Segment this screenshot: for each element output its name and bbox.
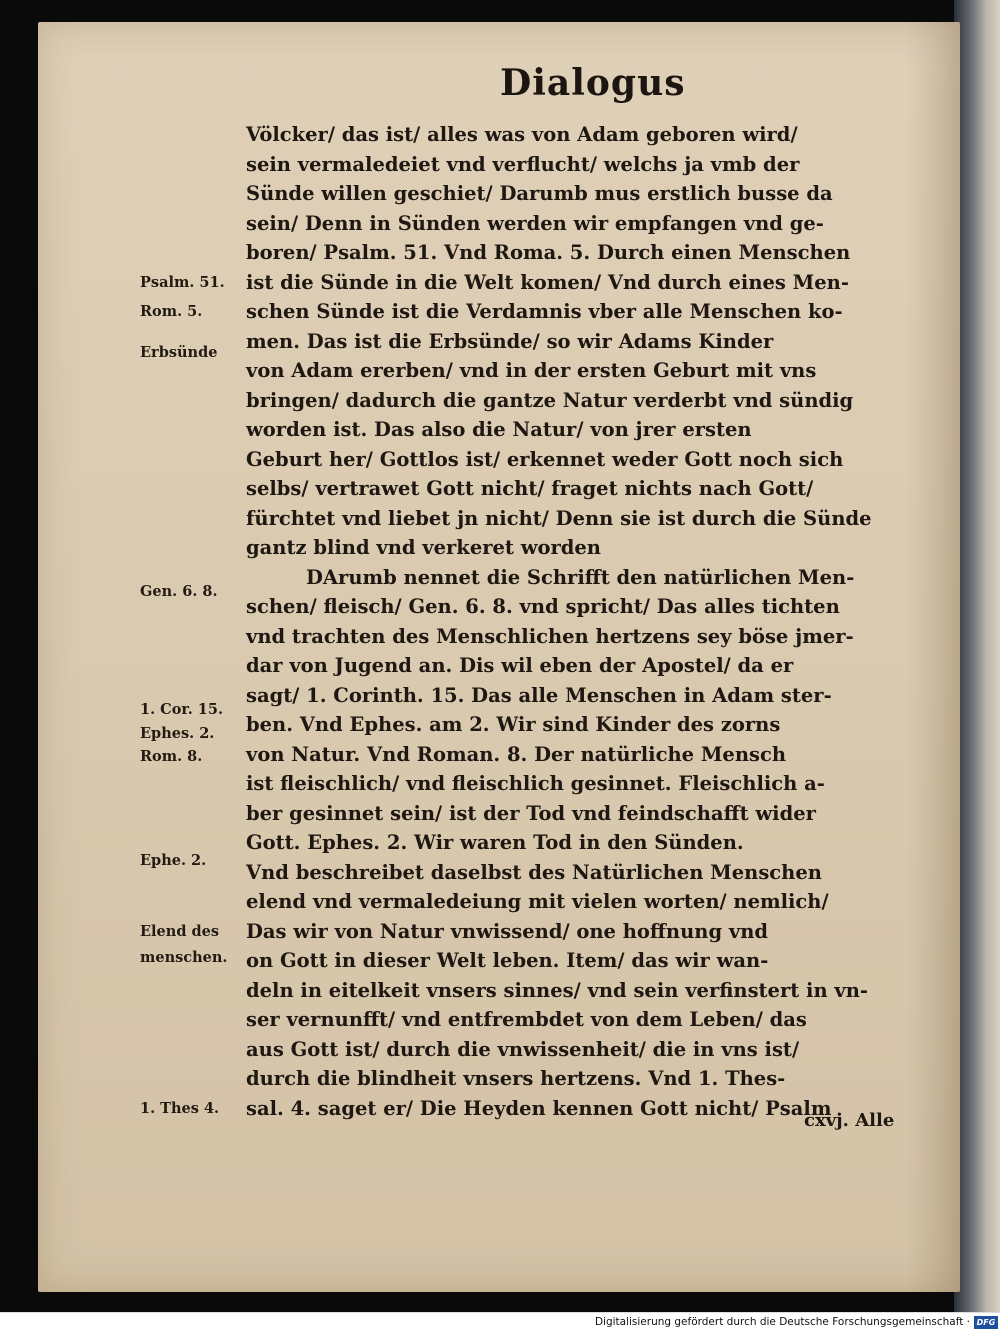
margin-note: Elend des	[140, 922, 220, 940]
book-edge	[954, 0, 1000, 1312]
text-line: von Natur. Vnd Roman. 8. Der natürliche Mensch	[246, 742, 787, 766]
margin-note: menschen.	[140, 949, 228, 967]
text-line: on Gott in dieser Welt leben. Item/ das wir wan-	[246, 949, 769, 972]
text-line: gantz blind vnd verkeret worden	[246, 536, 601, 559]
text-line: durch die blindheit vnsers hertzens. Vnd 1. Thes-	[246, 1067, 786, 1090]
margin-note: Rom. 8.	[140, 748, 203, 766]
text-line: ben. Vnd Ephes. am 2. Wir sind Kinder des zorns	[246, 713, 781, 736]
body-text	[246, 120, 886, 1123]
text-line: sagt/ 1. Corinth. 15. Das alle Menschen in Adam ster-	[246, 683, 832, 707]
margin-note: Erbsünde	[140, 344, 218, 362]
margin-note: Psalm. 51.	[140, 273, 225, 291]
text-line: men. Das ist die Erbsünde/ so wir Adams Kinder	[246, 329, 774, 353]
text-line: fürchtet vnd liebet jn nicht/ Denn sie ist durch die Sünde	[246, 506, 872, 530]
text-line: ber gesinnet sein/ ist der Tod vnd feindschafft wider	[246, 801, 816, 825]
text-line: DArumb nennet die Schrifft den natürlichen Men-	[306, 565, 855, 589]
text-line: Völcker/ das ist/ alles was von Adam geboren wird/	[246, 123, 798, 146]
footer-bar	[0, 1312, 1000, 1334]
text-line: ist die Sünde in die Welt komen/ Vnd durch eines Men-	[246, 270, 849, 294]
text-line: schen/ fleisch/ Gen. 6. 8. vnd spricht/ Das alles tichten	[246, 595, 840, 618]
margin-note: Gen. 6. 8.	[140, 583, 218, 601]
text-line: sein/ Denn in Sünden werden wir empfangen vnd ge-	[246, 211, 824, 235]
footer-credit: Digitalisierung gefördert durch die Deutsche Forschungsgemeinschaft ·	[594, 1316, 970, 1328]
margin-note: 1. Cor. 15.	[140, 701, 224, 719]
text-line: elend vnd vermaledeiung mit vielen worten/ nemlich/	[246, 890, 829, 913]
text-line: Vnd beschreibet daselbst des Natürlichen Menschen	[246, 860, 822, 884]
text-line: aus Gott ist/ durch die vnwissenheit/ die in vns ist/	[246, 1037, 800, 1061]
text-line: sal. 4. saget er/ Die Heyden kennen Gott nicht/ Psalm	[246, 1096, 832, 1120]
text-line: ist fleischlich/ vnd fleischlich gesinnet. Fleischlich a-	[246, 772, 825, 795]
text-line: selbs/ vertrawet Gott nicht/ fraget nichts nach Gott/	[246, 477, 814, 500]
catchword: cxvj. Alle	[804, 1110, 895, 1131]
text-line: Das wir von Natur vnwissend/ one hoffnung vnd	[246, 919, 769, 943]
text-line: Geburt her/ Gottlos ist/ erkennet weder Gott noch sich	[246, 447, 844, 471]
text-line: vnd trachten des Menschlichen hertzens sey böse jmer-	[246, 624, 854, 648]
dfg-logo-icon: DFG	[974, 1316, 998, 1329]
text-line: schen Sünde ist die Verdamnis vber alle Menschen ko-	[246, 300, 843, 323]
text-line: bringen/ dadurch die gantze Natur verderbt vnd sündig	[246, 388, 854, 412]
text-line: Gott. Ephes. 2. Wir waren Tod in den Sünden.	[246, 831, 744, 854]
text-line: von Adam ererben/ vnd in der ersten Geburt mit vns	[246, 359, 817, 382]
margin-note: Rom. 5.	[140, 303, 203, 320]
text-line: boren/ Psalm. 51. Vnd Roma. 5. Durch einen Menschen	[246, 241, 851, 264]
margin-note: 1. Thes 4.	[140, 1099, 220, 1117]
text-line: worden ist. Das also die Natur/ von jrer ersten	[246, 418, 752, 441]
margin-note: Ephe. 2.	[140, 851, 207, 869]
running-header: Dialogus	[500, 62, 686, 104]
text-line: deln in eitelkeit vnsers sinnes/ vnd sein verfinstert in vn-	[246, 978, 869, 1002]
text-line: Sünde willen geschiet/ Darumb mus erstlich busse da	[246, 182, 833, 205]
page-shadow	[905, 22, 960, 1292]
margin-note: Ephes. 2.	[140, 724, 215, 742]
text-line: sein vermaledeiet vnd verflucht/ welchs ja vmb der	[246, 152, 800, 176]
text-line: ser vernunfft/ vnd entfrembdet von dem Leben/ das	[246, 1008, 807, 1031]
text-line: dar von Jugend an. Dis wil eben der Apostel/ da er	[246, 654, 794, 677]
